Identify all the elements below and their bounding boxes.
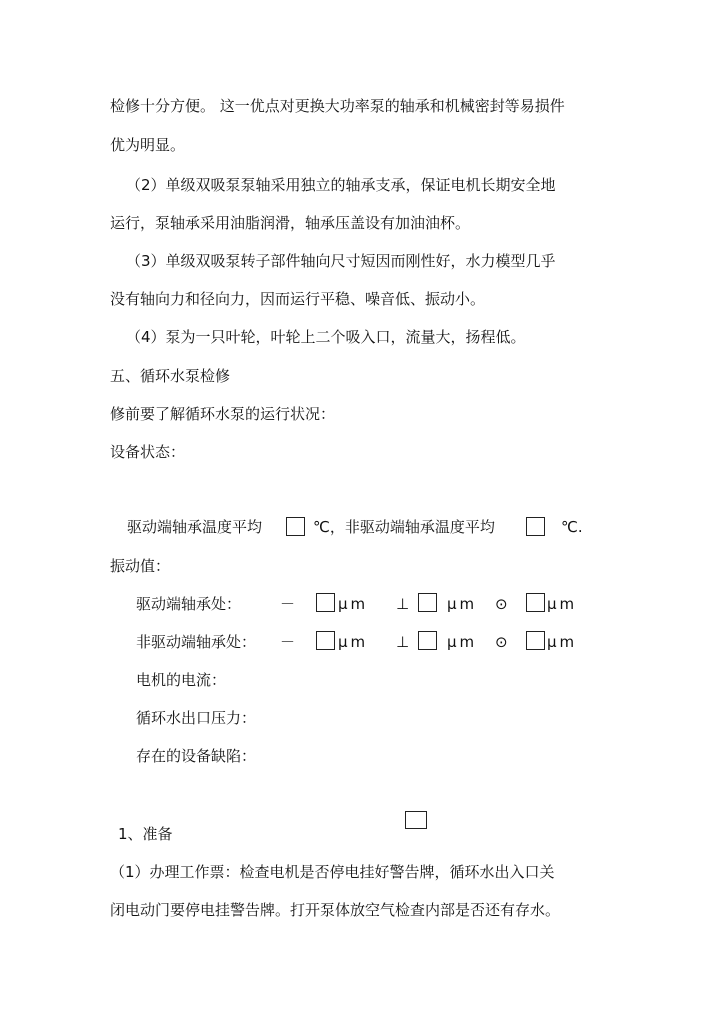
unit-label: μm xyxy=(547,633,578,651)
equipment-defects-label: 存在的设备缺陷： xyxy=(136,747,257,765)
prep-line-2: 闭电动门要停电挂警告牌。打开泵体放空气检查内部是否还有存水。 xyxy=(110,901,561,919)
horizontal-symbol: － xyxy=(280,633,296,651)
unit-label: μm xyxy=(338,633,369,651)
drive-end-temp-input[interactable] xyxy=(286,517,305,536)
paragraph-line-3: （2）单级双吸泵泵轴采用独立的轴承支承，保证电机长期安全地 xyxy=(126,176,556,194)
unit-label: μm xyxy=(447,633,478,651)
drive-axial-input[interactable] xyxy=(526,593,545,612)
nondrive-vertical-input[interactable] xyxy=(418,631,437,650)
nondrive-end-temp-input[interactable] xyxy=(526,517,545,536)
paragraph-line-5: （3）单级双吸泵转子部件轴向尺寸短因而刚性好，水力模型几乎 xyxy=(126,252,556,270)
vibration-title: 振动值： xyxy=(110,557,171,575)
temp-unit-label: ℃. xyxy=(561,518,583,536)
prep-heading: 1、准备 xyxy=(118,825,173,843)
paragraph-line-7: （4）泵为一只叶轮，叶轮上二个吸入口，流量大，扬程低。 xyxy=(126,328,526,346)
drive-vertical-input[interactable] xyxy=(418,593,437,612)
axial-symbol: ⊙ xyxy=(495,633,508,651)
equipment-status-label: 设备状态： xyxy=(110,443,186,461)
paragraph-line-8: 修前要了解循环水泵的运行状况： xyxy=(110,405,336,423)
unit-label: μm xyxy=(547,595,578,613)
prep-line-1: （1）办理工作票：检查电机是否停电挂好警告牌，循环水出入口关 xyxy=(110,863,555,881)
prep-checkbox[interactable] xyxy=(405,811,427,829)
motor-current-label: 电机的电流： xyxy=(136,671,227,689)
paragraph-line-6: 没有轴向力和径向力，因而运行平稳、噪音低、振动小。 xyxy=(110,290,486,308)
outlet-pressure-label: 循环水出口压力： xyxy=(136,709,257,727)
axial-symbol: ⊙ xyxy=(495,595,508,613)
paragraph-line-1: 检修十分方便。 这一优点对更换大功率泵的轴承和机械密封等易损件 xyxy=(110,97,565,115)
nondrive-axial-input[interactable] xyxy=(526,631,545,650)
unit-label: μm xyxy=(447,595,478,613)
unit-label: μm xyxy=(338,595,369,613)
horizontal-symbol: － xyxy=(280,595,296,613)
vertical-symbol: ⊥ xyxy=(396,633,410,651)
nondrive-horizontal-input[interactable] xyxy=(316,631,335,650)
nondrive-end-vibration-label: 非驱动端轴承处： xyxy=(136,633,257,651)
nondrive-end-temp-label: ℃，非驱动端轴承温度平均 xyxy=(313,518,495,536)
paragraph-line-4: 运行，泵轴承采用油脂润滑，轴承压盖设有加油油杯。 xyxy=(110,214,471,232)
drive-horizontal-input[interactable] xyxy=(316,593,335,612)
vertical-symbol: ⊥ xyxy=(396,595,410,613)
drive-end-vibration-label: 驱动端轴承处： xyxy=(136,595,242,613)
paragraph-line-2: 优为明显。 xyxy=(110,136,186,154)
section-heading-5: 五、循环水泵检修 xyxy=(110,367,231,385)
drive-end-temp-label: 驱动端轴承温度平均 xyxy=(127,518,263,536)
